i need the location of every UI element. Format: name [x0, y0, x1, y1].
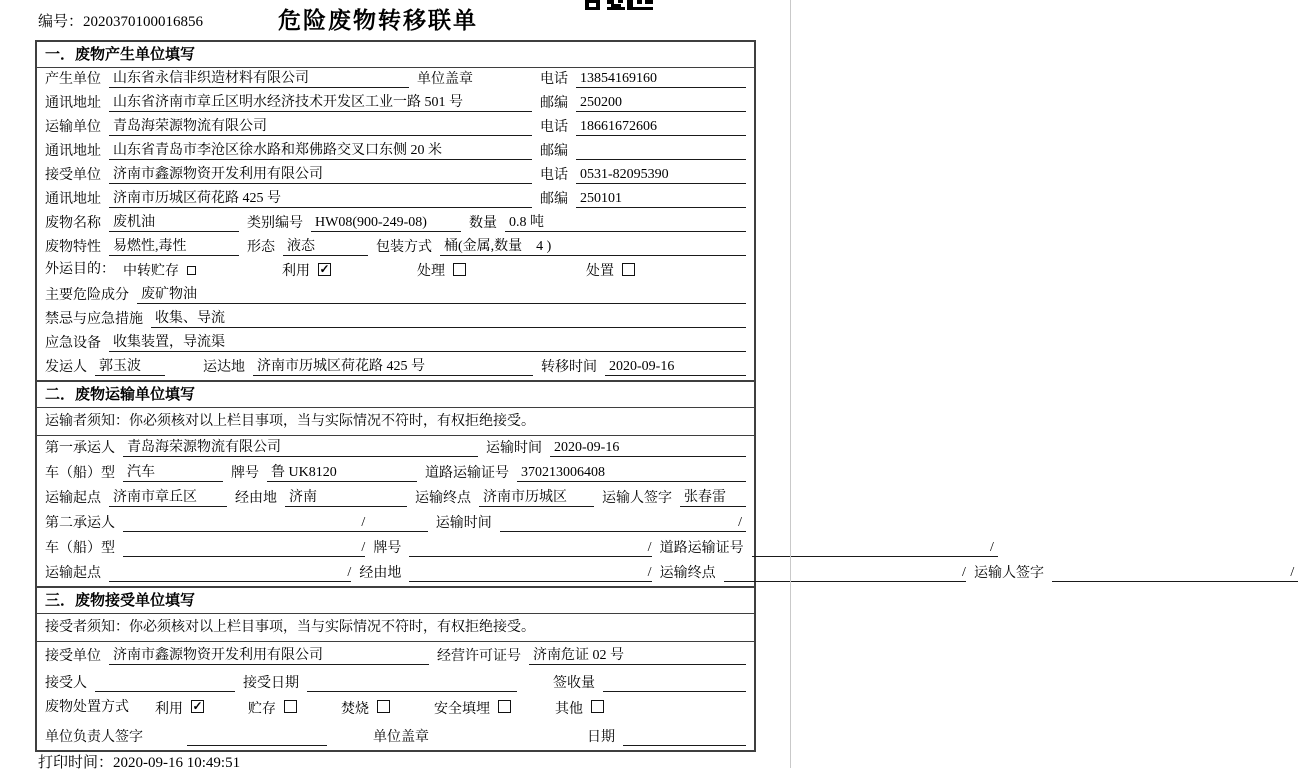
carrier2-origin-field: /	[109, 565, 351, 582]
doc-number-label: 编号：	[38, 14, 84, 30]
checkbox-zhongzhuan	[187, 266, 196, 275]
purpose-option-label: 中转贮存	[123, 264, 179, 279]
phone-label: 电话	[540, 72, 568, 87]
accept-date-field	[307, 691, 517, 692]
purpose-option-chuli	[417, 260, 466, 280]
transfer-time-field: 2020-09-16	[605, 359, 746, 376]
carrier2-time-field: /	[500, 515, 746, 532]
quantity-field: 0.8 吨	[505, 215, 746, 232]
section2-title: 二．废物运输单位填写	[37, 380, 754, 408]
receiver-address-row	[37, 188, 754, 212]
unit-seal-label: 单位盖章	[373, 730, 429, 745]
address-label: 通讯地址	[45, 192, 101, 207]
disposal-label: 废物处置方式	[45, 699, 129, 715]
transporter-label: 运输单位	[45, 120, 101, 135]
producer-row	[37, 68, 754, 92]
purpose-option-chuzhi	[586, 260, 635, 280]
disposal-option-qita	[555, 698, 604, 718]
waste-name-row	[37, 212, 754, 236]
zip-label: 邮编	[540, 192, 568, 207]
carrier1-route-row	[37, 486, 754, 511]
purpose-option-label: 利用	[282, 264, 310, 279]
carrier1-end-field: 济南市历城区	[479, 490, 594, 507]
acceptor-label: 接受人	[45, 676, 87, 691]
transporter-address-field: 山东省青岛市李沧区徐水路和郑佛路交叉口东侧 20 米	[109, 143, 532, 160]
waste-name-field: 废机油	[109, 215, 239, 232]
date-label: 日期	[587, 730, 615, 745]
carrier2-vehicle-field: /	[123, 540, 365, 557]
form-field: 液态	[283, 239, 368, 256]
transporter-phone-field: 18661672606	[576, 119, 746, 136]
carrier2-vehicle-row	[37, 536, 994, 561]
phone-label: 电话	[540, 168, 568, 183]
section3-title: 三．废物接受单位填写	[37, 586, 754, 614]
checkbox-disposal-fenshao	[377, 700, 390, 713]
responsible-sign-field	[187, 745, 327, 746]
transport-time-label: 运输时间	[486, 441, 542, 456]
transporter-address-row	[37, 140, 754, 164]
category-field: HW08(900-249-08)	[311, 215, 461, 232]
producer-address-field: 山东省济南市章丘区明水经济技术开发区工业一路 501 号	[109, 95, 532, 112]
via-label: 经由地	[359, 566, 402, 581]
date-field	[623, 745, 746, 746]
carrier-sign-label: 运输人签字	[602, 491, 672, 506]
address-label: 通讯地址	[45, 144, 101, 159]
checkbox-disposal-liyong-checked: ✓	[192, 699, 203, 713]
emergency-row	[37, 308, 754, 332]
hazard-label: 主要危险成分	[45, 288, 129, 303]
via-label: 经由地	[235, 491, 277, 506]
equipment-label: 应急设备	[45, 336, 101, 351]
accept-unit-field: 济南市鑫源物资开发利用有限公司	[109, 648, 429, 665]
responsible-row	[37, 723, 754, 750]
plate-label: 牌号	[231, 466, 259, 481]
checkbox-disposal-antianmai	[498, 700, 511, 713]
carrier1-field: 青岛海荣源物流有限公司	[123, 440, 478, 457]
road-license-label: 道路运输证号	[425, 466, 509, 481]
character-field: 易燃性,毒性	[109, 239, 239, 256]
origin-label: 运输起点	[45, 491, 101, 506]
print-time	[38, 751, 240, 772]
purpose-option-label: 处置	[586, 264, 614, 279]
form-label: 形态	[247, 240, 275, 255]
qr-code-fragment	[585, 0, 653, 11]
transporter-zip-field	[576, 159, 746, 160]
accept-unit-label: 接受单位	[45, 649, 101, 664]
transporter-row	[37, 116, 754, 140]
origin-label: 运输起点	[45, 566, 101, 581]
producer-address-row	[37, 92, 754, 116]
sign-quantity-label: 签收量	[553, 676, 595, 691]
receiver-label: 接受单位	[45, 168, 101, 183]
accept-unit-row	[37, 642, 754, 669]
carrier1-origin-field: 济南市章丘区	[109, 490, 227, 507]
equipment-field: 收集装置，导流渠	[109, 335, 746, 352]
disposal-option-label: 焚烧	[341, 701, 369, 717]
section1-title: 一．废物产生单位填写	[37, 42, 754, 68]
carrier2-route-row	[37, 561, 1295, 586]
transporter-field: 青岛海荣源物流有限公司	[109, 119, 532, 136]
page-right-edge-line	[790, 0, 791, 768]
receiver-field: 济南市鑫源物资开发利用有限公司	[109, 167, 532, 184]
carrier2-field: /	[123, 515, 428, 532]
disposal-option-antianmai	[434, 698, 511, 718]
carrier1-time-field: 2020-09-16	[550, 440, 746, 457]
carrier1-license-field: 370213006408	[517, 465, 746, 482]
carrier1-sign-field: 张春雷	[680, 490, 746, 507]
waste-name-label: 废物名称	[45, 216, 101, 231]
sign-quantity-field	[603, 691, 746, 692]
acceptor-row	[37, 669, 754, 696]
checkbox-disposal-qita	[591, 700, 604, 713]
hazard-row	[37, 284, 754, 308]
document-header	[0, 0, 796, 40]
disposal-row	[37, 696, 754, 723]
carrier2-row	[37, 511, 754, 536]
carrier2-sign-field: /	[1052, 565, 1298, 582]
emergency-field: 收集、导流	[151, 311, 746, 328]
unit-seal-label: 单位盖章	[417, 72, 473, 87]
transfer-form	[35, 40, 1295, 752]
sender-field: 郭玉波	[95, 359, 165, 376]
disposal-option-zhucun	[248, 698, 297, 718]
sender-label: 发运人	[45, 360, 87, 375]
print-time-label: 打印时间：	[38, 755, 114, 771]
receiver-phone-field: 0531-82095390	[576, 167, 746, 184]
carrier2-plate-field: /	[409, 540, 651, 557]
plate-label: 牌号	[373, 541, 402, 556]
disposal-option-label: 其他	[555, 701, 583, 717]
transfer-time-label: 转移时间	[541, 360, 597, 375]
waste-character-row	[37, 236, 754, 260]
destination-label: 运达地	[203, 360, 245, 375]
section2-note: 运输者须知：你必须核对以上栏目事项，当与实际情况不符时，有权拒绝接受。	[37, 408, 754, 436]
destination-field: 济南市历城区荷花路 425 号	[253, 359, 533, 376]
vehicle-type-label: 车（船）型	[45, 466, 115, 481]
road-license-label: 道路运输证号	[659, 541, 744, 556]
checkbox-disposal-zhucun	[284, 700, 297, 713]
doc-number-value: 2020370100016856	[83, 14, 204, 30]
carrier1-row	[37, 436, 754, 461]
packing-field: 桶(金属,数量 4 )	[440, 239, 746, 256]
character-label: 废物特性	[45, 240, 101, 255]
endpoint-label: 运输终点	[415, 491, 471, 506]
checkbox-chuzhi	[622, 263, 635, 276]
carrier2-label: 第二承运人	[45, 516, 115, 531]
carrier-sign-label: 运输人签字	[973, 566, 1044, 581]
producer-phone-field: 13854169160	[576, 71, 746, 88]
disposal-option-label: 利用	[155, 701, 183, 717]
packing-label: 包装方式	[376, 240, 432, 255]
acceptor-field	[95, 691, 235, 692]
vehicle-type-label: 车（船）型	[45, 541, 115, 556]
phone-label: 电话	[540, 120, 568, 135]
receiver-address-field: 济南市历城区荷花路 425 号	[109, 191, 532, 208]
accept-date-label: 接受日期	[243, 676, 299, 691]
address-label: 通讯地址	[45, 96, 101, 111]
zip-label: 邮编	[540, 144, 568, 159]
quantity-label: 数量	[469, 216, 497, 231]
responsible-sign-label: 单位负责人签字	[45, 730, 143, 745]
zip-label: 邮编	[540, 96, 568, 111]
carrier1-vehicle-row	[37, 461, 754, 486]
disposal-option-liyong	[155, 698, 204, 718]
receiver-row	[37, 164, 754, 188]
purpose-label: 外运目的：	[45, 262, 115, 277]
sender-row	[37, 356, 754, 380]
purpose-option-zhongzhuan	[123, 260, 196, 280]
producer-zip-field: 250200	[576, 95, 746, 112]
carrier2-via-field: /	[409, 565, 651, 582]
category-label: 类别编号	[247, 216, 303, 231]
carrier2-license-field: /	[752, 540, 998, 557]
section3-note: 接受者须知：你必须核对以上栏目事项，当与实际情况不符时，有权拒绝接受。	[37, 614, 754, 642]
permit-field: 济南危证 02 号	[529, 648, 746, 665]
hazard-field: 废矿物油	[137, 287, 746, 304]
disposal-option-fenshao	[341, 698, 390, 718]
transport-time-label: 运输时间	[435, 516, 492, 531]
purpose-option-label: 处理	[417, 264, 445, 279]
producer-label: 产生单位	[45, 72, 101, 87]
permit-label: 经营许可证号	[437, 649, 521, 664]
purpose-option-liyong	[282, 260, 331, 280]
carrier1-label: 第一承运人	[45, 441, 115, 456]
equipment-row	[37, 332, 754, 356]
receiver-zip-field: 250101	[576, 191, 746, 208]
page-title: 危险废物转移联单	[278, 8, 478, 33]
disposal-option-label: 安全填埋	[434, 701, 490, 717]
emergency-label: 禁忌与应急措施	[45, 312, 143, 327]
carrier2-end-field: /	[724, 565, 966, 582]
checkbox-liyong-checked: ✓	[319, 261, 330, 276]
carrier1-plate-field: 鲁 UK8120	[267, 465, 417, 482]
producer-field: 山东省永信非织造材料有限公司	[109, 71, 409, 88]
carrier1-vehicle-field: 汽车	[123, 465, 223, 482]
print-time-value: 2020-09-16 10:49:51	[113, 755, 241, 771]
purpose-row	[37, 260, 754, 284]
carrier1-via-field: 济南	[285, 490, 407, 507]
endpoint-label: 运输终点	[659, 566, 716, 581]
disposal-option-label: 贮存	[248, 701, 276, 717]
checkbox-chuli	[453, 263, 466, 276]
